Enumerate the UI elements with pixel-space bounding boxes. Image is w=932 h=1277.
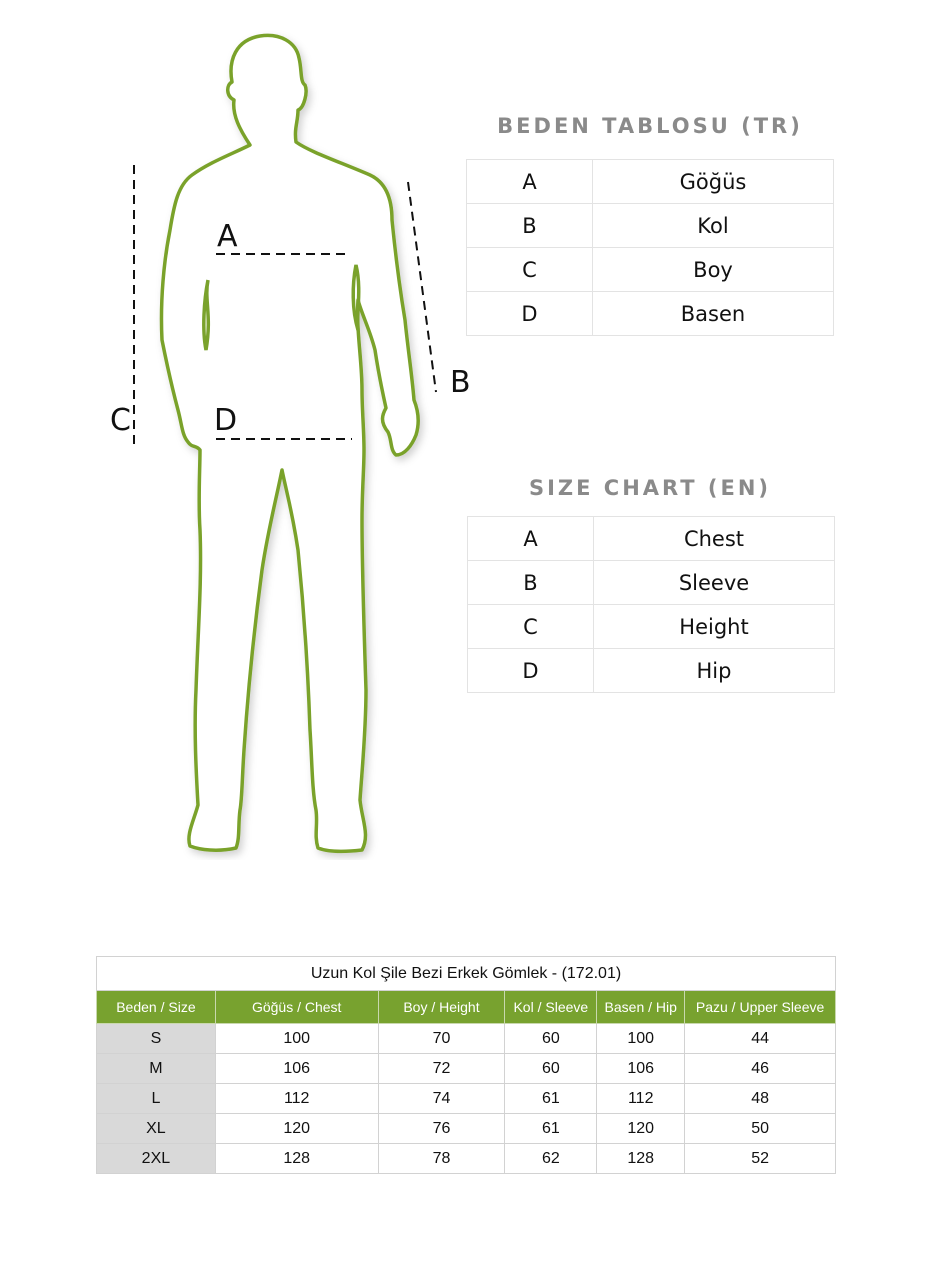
table-row xyxy=(468,605,835,649)
table-row xyxy=(467,292,834,336)
legend-meaning: Boy xyxy=(593,248,834,292)
table-row xyxy=(97,1024,836,1054)
size-label: XL xyxy=(97,1114,216,1144)
en-section-title: SIZE CHART (EN) xyxy=(528,476,772,500)
table-row xyxy=(467,160,834,204)
table-cell: 112 xyxy=(215,1084,378,1114)
table-row xyxy=(468,649,835,693)
tr-legend-table xyxy=(466,159,834,336)
table-cell: 61 xyxy=(505,1084,597,1114)
table-cell: 106 xyxy=(215,1054,378,1084)
table-cell: 100 xyxy=(215,1024,378,1054)
size-label: S xyxy=(97,1024,216,1054)
table-cell: 46 xyxy=(685,1054,836,1084)
size-table-caption-row xyxy=(97,957,836,991)
column-header: Pazu / Upper Sleeve xyxy=(685,991,836,1024)
table-cell: 74 xyxy=(378,1084,505,1114)
legend-meaning: Chest xyxy=(594,517,835,561)
column-header: Kol / Sleeve xyxy=(505,991,597,1024)
table-row xyxy=(97,1084,836,1114)
legend-meaning: Kol xyxy=(593,204,834,248)
legend-letter: C xyxy=(468,605,594,649)
size-table xyxy=(96,956,836,1174)
body-measurement-figure xyxy=(100,30,480,860)
label-b: B xyxy=(450,365,471,400)
legend-meaning: Hip xyxy=(594,649,835,693)
table-cell: 128 xyxy=(215,1144,378,1174)
table-cell: 60 xyxy=(505,1054,597,1084)
legend-letter: A xyxy=(468,517,594,561)
label-c: C xyxy=(110,403,131,438)
column-header: Beden / Size xyxy=(97,991,216,1024)
table-row xyxy=(468,517,835,561)
label-a: A xyxy=(217,219,238,254)
legend-meaning: Göğüs xyxy=(593,160,834,204)
size-label: M xyxy=(97,1054,216,1084)
table-cell: 72 xyxy=(378,1054,505,1084)
tr-section-title: BEDEN TABLOSU (TR) xyxy=(497,114,803,138)
table-cell: 112 xyxy=(597,1084,685,1114)
label-d: D xyxy=(214,403,238,438)
table-cell: 120 xyxy=(597,1114,685,1144)
column-header: Basen / Hip xyxy=(597,991,685,1024)
table-cell: 120 xyxy=(215,1114,378,1144)
size-label: L xyxy=(97,1084,216,1114)
table-cell: 128 xyxy=(597,1144,685,1174)
size-table-header-row xyxy=(97,991,836,1024)
column-header: Göğüs / Chest xyxy=(215,991,378,1024)
table-cell: 44 xyxy=(685,1024,836,1054)
legend-meaning: Basen xyxy=(593,292,834,336)
table-row xyxy=(97,1144,836,1174)
body-outline-illustration xyxy=(100,30,480,860)
legend-letter: C xyxy=(467,248,593,292)
legend-letter: D xyxy=(468,649,594,693)
table-row xyxy=(97,1054,836,1084)
legend-letter: A xyxy=(467,160,593,204)
size-label: 2XL xyxy=(97,1144,216,1174)
table-row xyxy=(467,204,834,248)
en-legend-table xyxy=(467,516,835,693)
column-header: Boy / Height xyxy=(378,991,505,1024)
table-cell: 106 xyxy=(597,1054,685,1084)
table-cell: 62 xyxy=(505,1144,597,1174)
table-cell: 61 xyxy=(505,1114,597,1144)
table-cell: 70 xyxy=(378,1024,505,1054)
size-table-caption: Uzun Kol Şile Bezi Erkek Gömlek - (172.01) xyxy=(97,957,836,991)
table-cell: 60 xyxy=(505,1024,597,1054)
legend-letter: D xyxy=(467,292,593,336)
table-row xyxy=(468,561,835,605)
table-cell: 48 xyxy=(685,1084,836,1114)
table-row xyxy=(97,1114,836,1144)
table-row xyxy=(467,248,834,292)
table-cell: 100 xyxy=(597,1024,685,1054)
body-silhouette xyxy=(161,35,418,851)
table-cell: 78 xyxy=(378,1144,505,1174)
table-cell: 76 xyxy=(378,1114,505,1144)
table-cell: 50 xyxy=(685,1114,836,1144)
legend-meaning: Sleeve xyxy=(594,561,835,605)
sleeve-measure-line xyxy=(408,182,436,392)
legend-letter: B xyxy=(467,204,593,248)
table-cell: 52 xyxy=(685,1144,836,1174)
legend-meaning: Height xyxy=(594,605,835,649)
legend-letter: B xyxy=(468,561,594,605)
